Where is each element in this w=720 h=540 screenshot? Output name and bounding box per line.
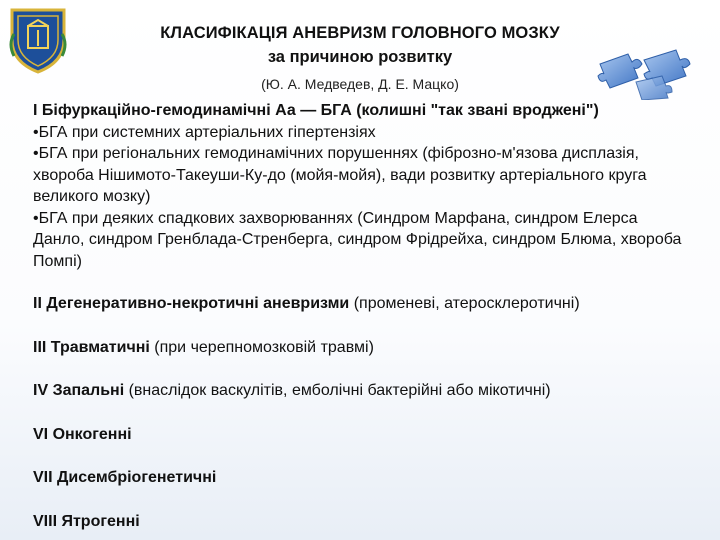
section-4-note: (внаслідок васкулітів, емболічні бактерійні або мікотичні) [124, 382, 551, 399]
section-4 [33, 380, 693, 402]
section-1-bullet: •БГА при деяких спадкових захворюваннях (Синдром Марфана, синдром Елерса Данло, синдром Гренблада-Стренберга, синдром Фрідрейха, синдром Блюма, хвороба Помпі) [33, 209, 682, 270]
section-4-title: IV Запальні [33, 382, 125, 399]
section-6-title: VI Онкогенні [33, 425, 132, 443]
section-2-note: (променеві, атеросклеротичні) [349, 295, 580, 312]
section-2-title: ІІ Дегенеративно-некротичні аневризми [33, 295, 350, 312]
slide-header [0, 0, 720, 96]
university-crest-icon [6, 4, 70, 74]
section-8-title: VIII Ятрогенні [33, 512, 140, 530]
slide-title: КЛАСИФІКАЦІЯ АНЕВРИЗМ ГОЛОВНОГО МОЗКУ [160, 24, 560, 42]
section-1-bullet: •БГА при системних артеріальних гіпертензіях [33, 123, 376, 141]
section-1-bullet: •БГА при регіональних гемодинамічних порушеннях (фіброзно-м'язова дисплазія, хвороба Нішимото-Такеуши-Ку-до (мойя-мойя), вади розвитку артеріального круга великого мозку) [33, 145, 647, 205]
section-3-note: (при черепномозковій травмі) [149, 338, 374, 356]
section-3-title: ІІІ Травматичні [33, 338, 150, 356]
slide-body [33, 100, 693, 532]
slide-subtitle: за причиною розвитку [267, 48, 453, 66]
section-1-heading: І Біфуркаційно-гемодинамічні Аа — БГА (колишні "так звані вроджені") [33, 102, 599, 119]
puzzle-pieces-icon [592, 42, 704, 100]
section-7-title: VII Дисембріогенетичні [33, 469, 217, 486]
section-3 [33, 337, 693, 359]
authors-line: (Ю. А. Медведев, Д. Е. Мацко) [261, 76, 459, 92]
section-2 [33, 293, 693, 315]
